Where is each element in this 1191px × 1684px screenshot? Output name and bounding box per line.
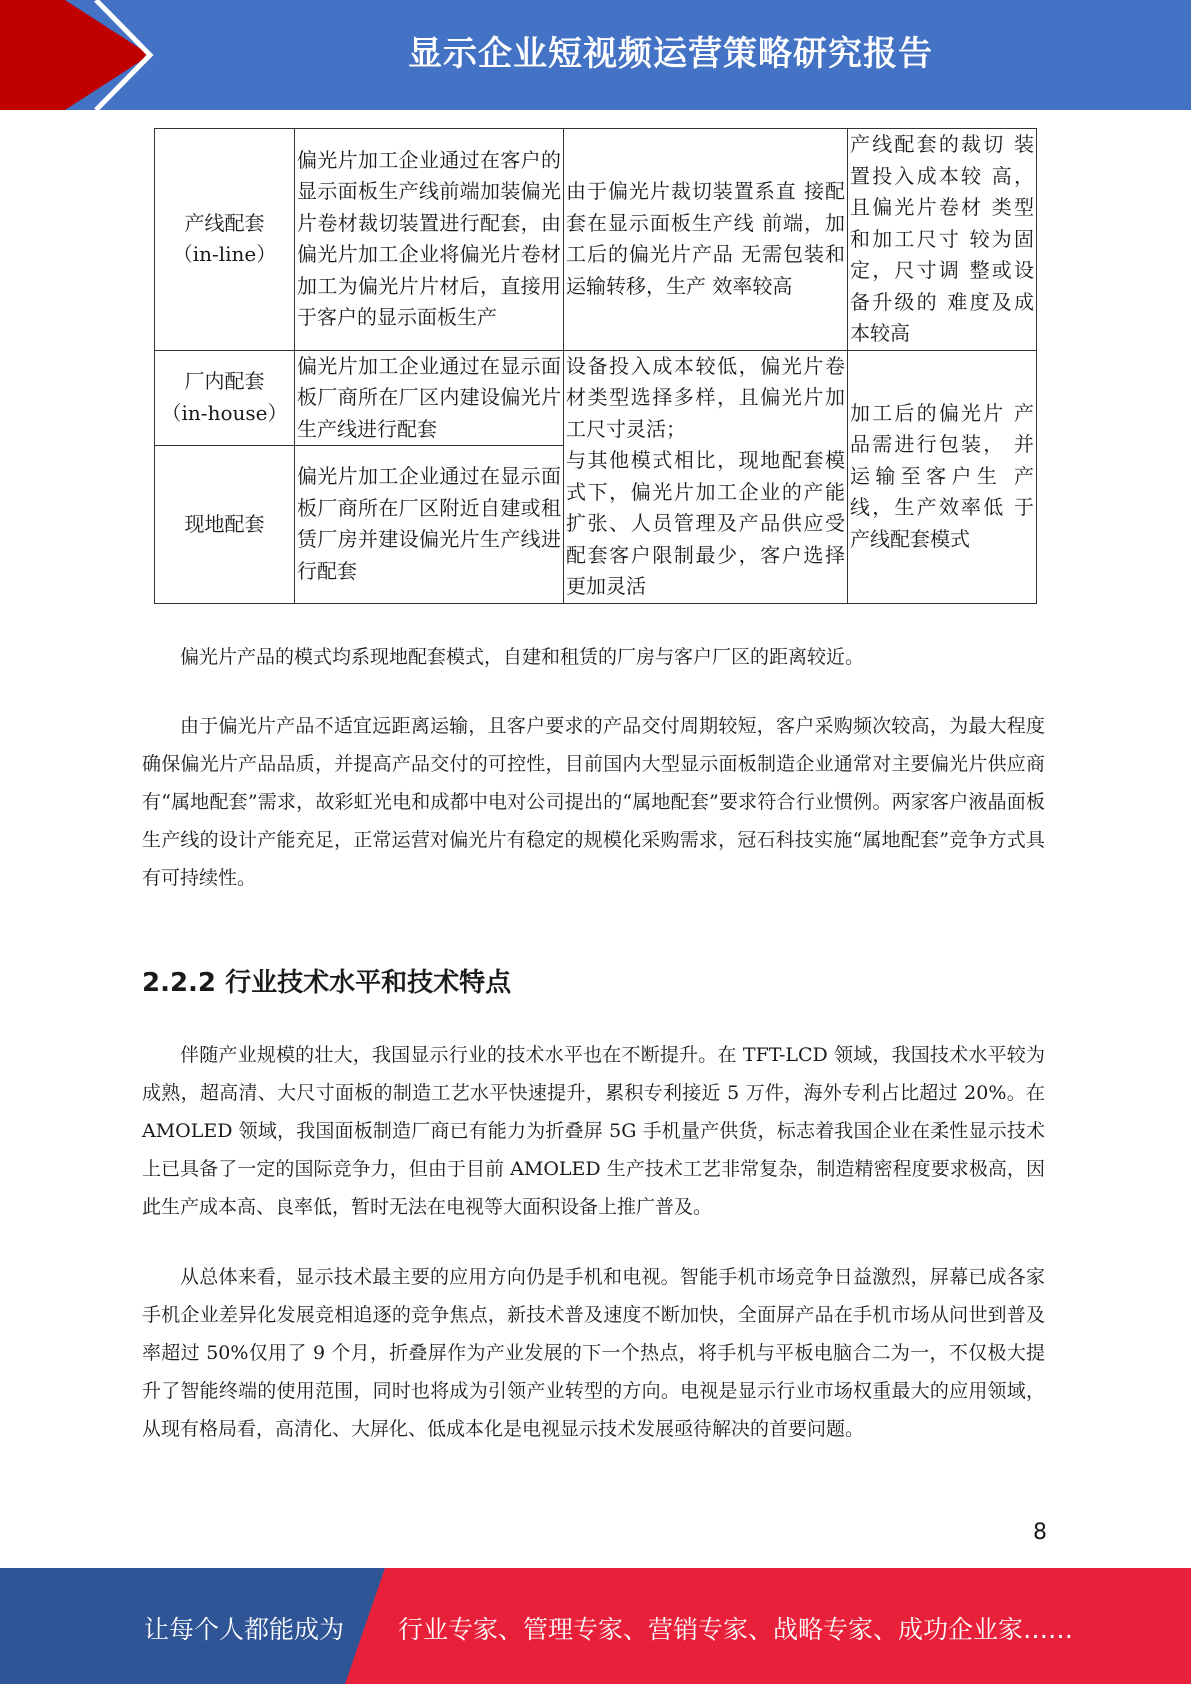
table-cell-shared-advantages bbox=[564, 350, 848, 603]
table-cell-advantages: 由于偏光片裁切装置系直 接配套在显示面板生产线 前端，加工后的偏光片产品 无需包装和运输转移，生产 效率较高 bbox=[564, 129, 848, 351]
table-cell-mode bbox=[155, 129, 295, 351]
table-cell-description: 偏光片加工企业通过在显示面板厂商所在厂区附近自建或租赁厂房并建设偏光片生产线进行配套 bbox=[295, 446, 564, 603]
table-row-in-line bbox=[155, 129, 1037, 351]
shared-advantages-line: 与其他模式相比，现地配套模式下，偏光片加工企业的产能扩张、人员管理及产品供应受配套客户限制最少，客户选择更加灵活 bbox=[566, 448, 845, 598]
table-cell-description: 偏光片加工企业通过在客户的显示面板生产线前端加装偏光片卷材裁切装置进行配套，由偏光片加工企业将偏光片卷材加工为偏光片片材后，直接用于客户的显示面板生产 bbox=[295, 129, 564, 351]
mode-name: 厂内配套 bbox=[184, 369, 265, 394]
table-row-in-house bbox=[155, 350, 1037, 446]
mode-name: 现地配套 bbox=[184, 511, 265, 536]
mode-name: 产线配套 bbox=[184, 210, 265, 235]
section-heading: 2.2.2 行业技术水平和技术特点 bbox=[142, 968, 512, 998]
header-title: 显示企业短视频运营策略研究报告 bbox=[408, 34, 933, 74]
table-cell-description: 偏光片加工企业通过在显示面板厂商所在厂区内建设偏光片生产线进行配套 bbox=[295, 350, 564, 446]
page-footer bbox=[0, 1568, 1191, 1684]
body-paragraph: 从总体来看，显示技术最主要的应用方向仍是手机和电视。智能手机市场竞争日益激烈，屏幕已成各家手机企业差异化发展竞相追逐的竞争焦点，新技术普及速度不断加快，全面屏产品在手机市场从问世到普及率超过 50%仅用了 9 个月，折叠屏作为产业发展的下一个热点，将手机与平板电脑合二为一，不仅极大提升了智能终端的使用范围，同时也将成为引领产业转型的方向。电视是显示行业市场权重最大的应用领域，从现有格局看，高清化、大屏化、低成本化是电视显示技术发展亟待解决的首要问题。 bbox=[142, 1266, 1045, 1440]
supply-mode-table bbox=[154, 128, 1037, 604]
table-cell-mode bbox=[155, 446, 295, 603]
page-header bbox=[0, 0, 1191, 110]
shared-advantages-line: 设备投入成本较低，偏光片卷材类型选择多样，且偏光片加工尺寸灵活； bbox=[566, 353, 845, 441]
page-number: 8 bbox=[1033, 1520, 1047, 1545]
body-paragraph: 由于偏光片产品不适宜远距离运输，且客户要求的产品交付周期较短，客户采购频次较高，为最大程度确保偏光片产品品质，并提高产品交付的可控性，目前国内大型显示面板制造企业通常对主要偏光片供应商有“属地配套”需求，故彩虹光电和成都中电对公司提出的“属地配套”要求符合行业惯例。两家客户液晶面板生产线的设计产能充足，正常运营对偏光片有稳定的规模化采购需求，冠石科技实施“属地配套”竞争方式具有可持续性。 bbox=[142, 715, 1045, 889]
table-cell-disadvantages: 产线配套的裁切 装置投入成本较 高，且偏光片卷材 类型和加工尺寸 较为固定，尺寸调 整或设备升级的 难度及成本较高 bbox=[848, 129, 1037, 351]
body-paragraph: 伴随产业规模的壮大，我国显示行业的技术水平也在不断提升。在 TFT-LCD 领域，我国技术水平较为成熟，超高清、大尺寸面板的制造工艺水平快速提升，累积专利接近 5 万件，海外专利占比超过 20%。在 AMOLED 领域，我国面板制造厂商已有能力为折叠屏 5G 手机量产供货，标志着我国企业在柔性显示技术上已具备了一定的国际竞争力，但由于目前 AMOLED 生产技术工艺非常复杂，制造精密程度要求极高，因此生产成本高、良率低，暂时无法在电视等大面积设备上推广普及。 bbox=[142, 1044, 1045, 1218]
body-paragraph: 偏光片产品的模式均系现地配套模式，自建和租赁的厂房与客户厂区的距离较近。 bbox=[180, 646, 865, 668]
mode-english: （in-line） bbox=[172, 242, 277, 267]
table-cell-mode bbox=[155, 350, 295, 446]
table-cell-shared-disadvantages: 加工后的偏光片 产品需进行包装， 并运输至客户生 产线，生产效率低 于产线配套模式 bbox=[848, 350, 1037, 603]
mode-english: （in-house） bbox=[161, 400, 288, 425]
footer-slogan-left: 让每个人都能成为 bbox=[144, 1615, 345, 1644]
footer-slogan-right: 行业专家、管理专家、营销专家、战略专家、成功企业家…… bbox=[398, 1615, 1074, 1644]
